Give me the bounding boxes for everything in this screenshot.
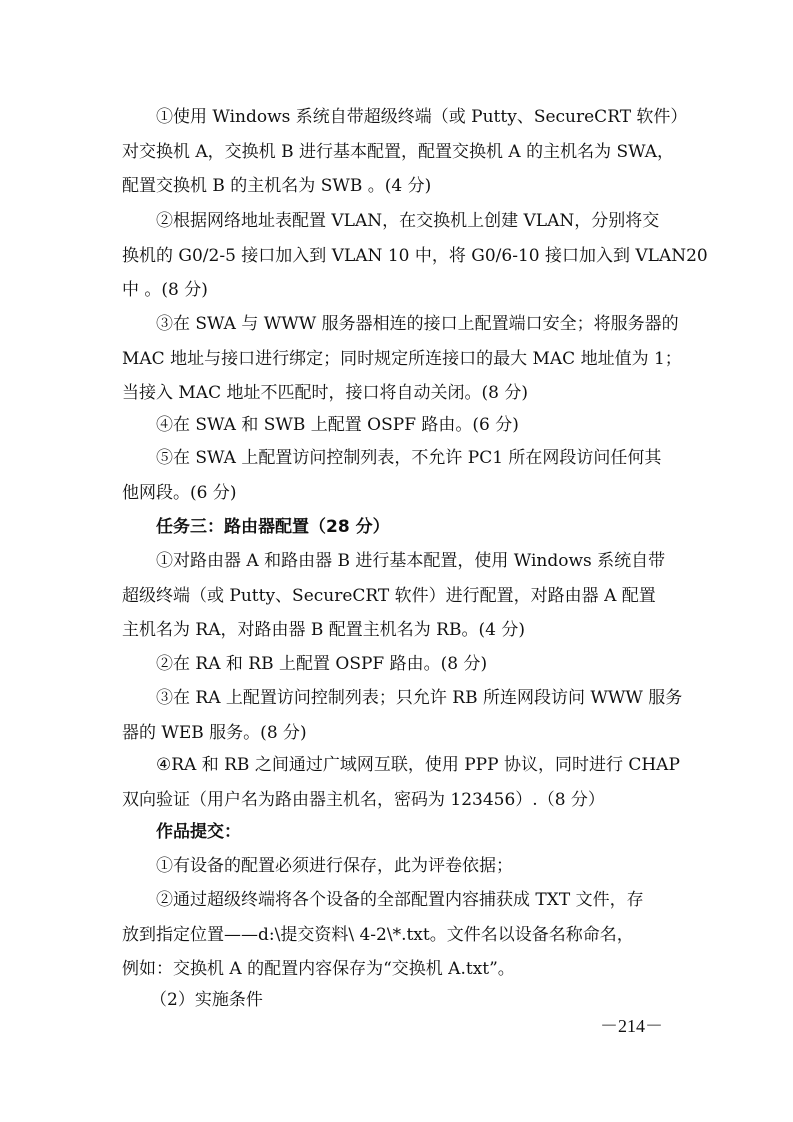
text-line: 主机名为 RA，对路由器 B 配置主机名为 RB。(4 分) [122, 620, 525, 640]
section-heading-submission [122, 815, 678, 850]
page-number: －214－ [600, 1016, 663, 1036]
text-line: ③在 RA 上配置访问控制列表；只允许 RB 所连网段访问 WWW 服务 [156, 688, 683, 708]
heading-text: （2）实施条件 [150, 990, 263, 1010]
section-heading-router-config [122, 510, 678, 545]
router-task-item-3 [122, 681, 683, 750]
switch-task-item-2 [122, 204, 708, 308]
text-line: ②根据网络地址表配置 VLAN，在交换机上创建 VLAN，分别将交 [156, 211, 660, 231]
switch-task-item-5 [122, 441, 678, 510]
text-line: ②在 RA 和 RB 上配置 OSPF 路由。(8 分) [156, 654, 488, 674]
text-line: ①有设备的配置必须进行保存，此为评卷依据； [156, 856, 513, 876]
submission-item-2 [122, 883, 678, 987]
heading-text: 任务三：路由器配置（28 分） [156, 517, 390, 537]
submission-item-1 [122, 849, 678, 884]
text-line: 当接入 MAC 地址不匹配时，接口将自动关闭。(8 分) [122, 383, 528, 403]
heading-text: 作品提交： [156, 822, 241, 842]
text-line: ①使用 Windows 系统自带超级终端（或 Putty、SecureCRT 软件） [156, 107, 688, 127]
text-line: 换机的 G0/2-5 接口加入到 VLAN 10 中，将 G0/6-10 接口加入到 VLAN20 [122, 245, 708, 266]
text-line: 超级终端（或 Putty、SecureCRT 软件）进行配置，对路由器 A 配置 [122, 585, 656, 606]
subsection-heading-conditions [122, 983, 678, 1018]
router-task-item-2 [122, 647, 678, 682]
text-line: 器的 WEB 服务。(8 分) [122, 722, 307, 743]
text-line: 配置交换机 B 的主机名为 SWB 。(4 分) [122, 176, 432, 196]
text-line: ②通过超级终端将各个设备的全部配置内容捕获成 TXT 文件，存 [156, 890, 644, 910]
router-task-item-1 [122, 544, 678, 648]
switch-task-item-3 [122, 307, 682, 411]
text-line: 对交换机 A，交换机 B 进行基本配置，配置交换机 A 的主机名为 SWA， [122, 141, 675, 162]
text-line: 中 。(8 分) [122, 280, 208, 300]
text-line: MAC 地址与接口进行绑定；同时规定所连接口的最大 MAC 地址值为 1； [122, 348, 682, 369]
text-line: 例如：交换机 A 的配置内容保存为“交换机 A.txt”。 [122, 959, 515, 979]
switch-task-item-1 [122, 100, 688, 204]
text-line: ④RA 和 RB 之间通过广域网互联，使用 PPP 协议，同时进行 CHAP [156, 755, 680, 775]
text-line: ①对路由器 A 和路由器 B 进行基本配置，使用 Windows 系统自带 [156, 551, 666, 571]
switch-task-item-4 [122, 408, 678, 443]
text-line: 双向验证（用户名为路由器主机名，密码为 123456）.（8 分） [122, 789, 605, 810]
text-line: ④在 SWA 和 SWB 上配置 OSPF 路由。(6 分) [156, 415, 519, 435]
text-line: 他网段。(6 分) [122, 482, 237, 503]
router-task-item-4 [122, 748, 678, 817]
text-line: ③在 SWA 与 WWW 服务器相连的接口上配置端口安全；将服务器的 [156, 314, 679, 334]
text-line: 放到指定位置——d:\提交资料\ 4-2\*.txt。文件名以设备名称命名， [122, 924, 634, 945]
text-line: ⑤在 SWA 上配置访问控制列表，不允许 PC1 所在网段访问任何其 [156, 448, 662, 468]
